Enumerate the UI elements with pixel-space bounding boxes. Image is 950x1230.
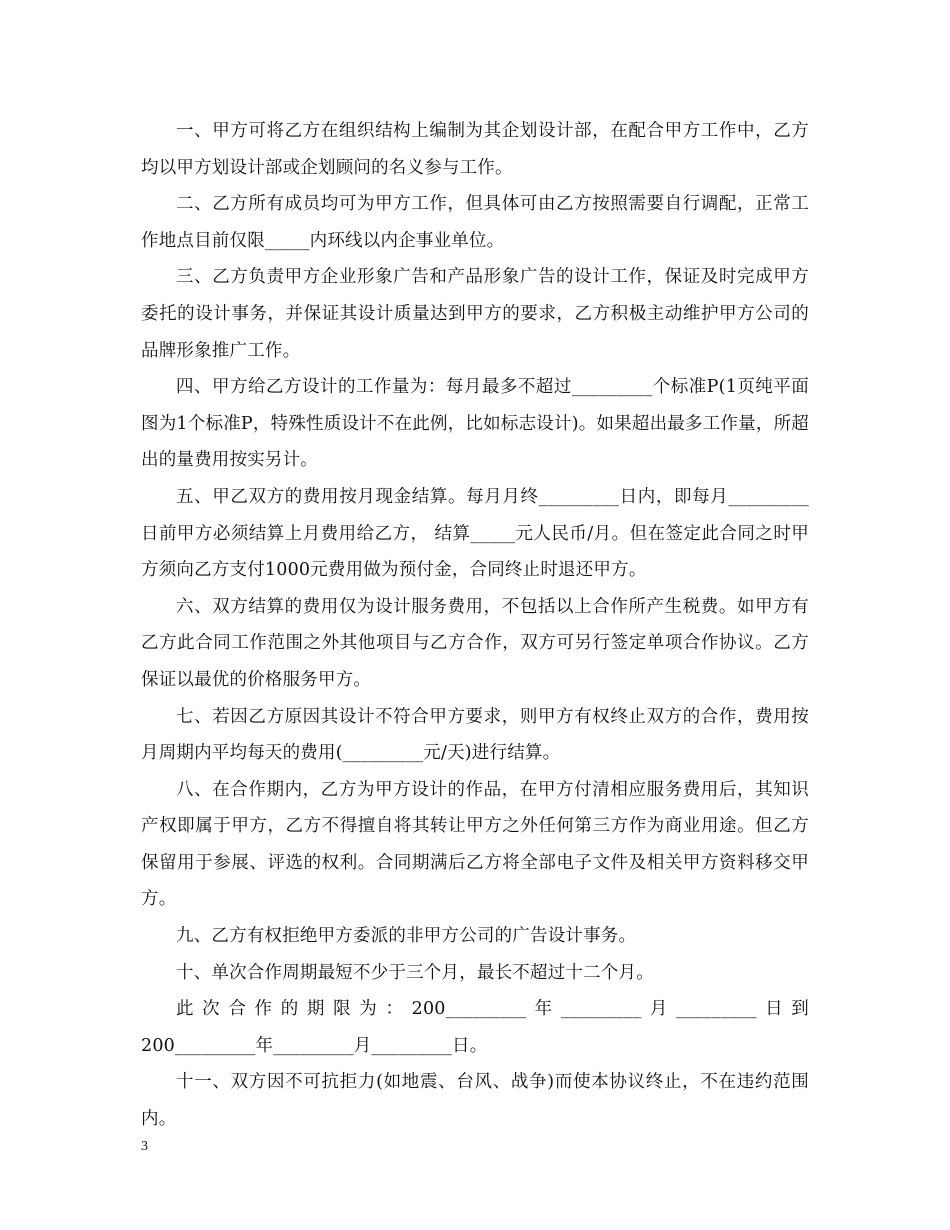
document-body <box>141 113 809 1138</box>
clause-10: 十、单次合作周期最短不少于三个月，最长不超过十二个月。 <box>176 962 654 983</box>
term-line-1: 此次合作的期限为：200_________年_________月_________日到 <box>176 999 809 1020</box>
clause-1: 一、甲方可将乙方在组织结构上编制为其企划设计部，在配合甲方工作中，乙方均以甲方划设计部或企划顾问的名义参与工作。 <box>141 121 809 178</box>
clause-6: 六、双方结算的费用仅为设计服务费用，不包括以上合作所产生税费。如甲方有乙方此合同工作范围之外其他项目与乙方合作，双方可另行签定单项合作协议。乙方保证以最优的价格服务甲方。 <box>141 596 809 690</box>
term-line-2: 200_________年_________月_________日。 <box>141 1035 488 1056</box>
clause-5: 五、甲乙双方的费用按月现金结算。每月月终_________日内，即每月_________日前甲方必须结算上月费用给乙方， 结算_____元人民币/月。但在签定此合同之时甲方须向乙方支付1000元费用做为预付金，合同终止时退还甲方。 <box>141 486 809 581</box>
clause-7: 七、若因乙方原因其设计不符合甲方要求，则甲方有权终止双方的合作，费用按月周期内平均每天的费用(_________元/天)进行结算。 <box>141 706 809 764</box>
clause-2: 二、乙方所有成员均可为甲方工作，但具体可由乙方按照需要自行调配，正常工作地点目前仅限_____内环线以内企事业单位。 <box>141 194 809 251</box>
clause-9: 九、乙方有权拒绝甲方委派的非甲方公司的广告设计事务。 <box>176 926 637 947</box>
clause-4: 四、甲方给乙方设计的工作量为：每月最多不超过_________个标准P(1页纯平面图为1个标准P，特殊性质设计不在此例，比如标志设计)。如果超出最多工作量，所超出的量费用按实另计。 <box>141 377 809 471</box>
clause-3: 三、乙方负责甲方企业形象广告和产品形象广告的设计工作，保证及时完成甲方委托的设计事务，并保证其设计质量达到甲方的要求，乙方积极主动维护甲方公司的品牌形象推广工作。 <box>141 267 809 361</box>
clause-8: 八、在合作期内，乙方为甲方设计的作品，在甲方付清相应服务费用后，其知识产权即属于甲方，乙方不得擅自将其转让甲方之外任何第三方作为商业用途。但乙方保留用于参展、评选的权利。合同期满后乙方将全部电子文件及相关甲方资料移交甲方。 <box>141 779 809 910</box>
page-number: 3 <box>141 1139 148 1154</box>
clause-11: 十一、双方因不可抗拒力(如地震、台风、战争)而使本协议终止，不在违约范围内。 <box>141 1072 809 1130</box>
